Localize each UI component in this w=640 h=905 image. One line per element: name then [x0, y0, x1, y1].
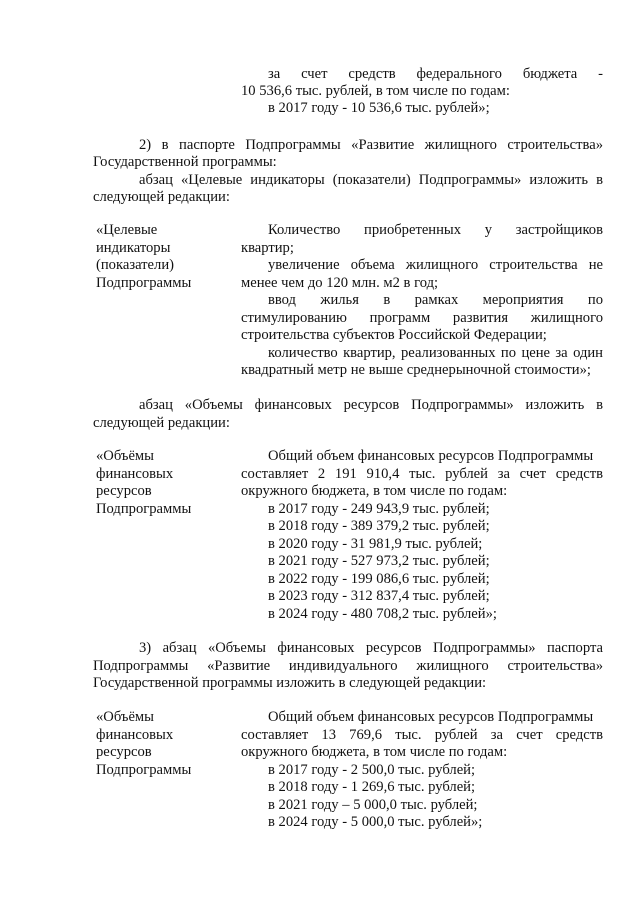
item-3-line-3: Государственной программы изложить в следующей редакции: [93, 675, 487, 691]
item-2-line-1: 2) в паспорте Подпрограммы «Развитие жилищного строительства» [139, 137, 603, 153]
funding-1-label-line-1: «Объёмы [96, 448, 154, 464]
funding-2-year-line: в 2024 году - 5 000,0 тыс. рублей»; [268, 814, 483, 830]
funding-1-year-line: в 2024 году - 480 708,2 тыс. рублей»; [268, 606, 497, 622]
indicators-label-line-1: «Целевые [96, 222, 158, 238]
indicators-value-line: Количество приобретенных у застройщиков [268, 222, 603, 238]
funding-1-label-line-4: Подпрограммы [96, 501, 192, 517]
indicators-value-line: квартир; [241, 240, 294, 256]
abzac-line-2: следующей редакции: [93, 415, 230, 431]
funding-1-label-line-2: финансовых [96, 466, 174, 482]
item-2-line-2: Государственной программы: [93, 154, 277, 170]
funding-1-year-line: в 2018 году - 389 379,2 тыс. рублей; [268, 518, 490, 534]
indicators-label-line-3: (показатели) [96, 257, 174, 273]
funding-2-value-line: составляет 13 769,6 тыс. рублей за счет средств [241, 727, 603, 743]
funding-2-year-line: в 2017 году - 2 500,0 тыс. рублей; [268, 762, 476, 778]
item-2-line-3: абзац «Целевые индикаторы (показатели) Подпрограммы» изложить в [139, 172, 603, 188]
funding-2-value-line: окружного бюджета, в том числе по годам: [241, 744, 508, 760]
funding-1-value-line: Общий объем финансовых ресурсов Подпрограммы [268, 448, 594, 464]
funding-1-year-line: в 2022 году - 199 086,6 тыс. рублей; [268, 571, 490, 587]
item-3-line-1: 3) абзац «Объемы финансовых ресурсов Подпрограммы» паспорта [139, 640, 603, 656]
funding-1-year-line: в 2021 году - 527 973,2 тыс. рублей; [268, 553, 490, 569]
indicators-value-line: увеличение объема жилищного строительства не [268, 257, 603, 273]
funding-2-label-line-4: Подпрограммы [96, 762, 192, 778]
federal-budget-2017-line: в 2017 году - 10 536,6 тыс. рублей»; [268, 100, 490, 116]
funding-1-year-line: в 2017 году - 249 943,9 тыс. рублей; [268, 501, 490, 517]
funding-1-value-line: составляет 2 191 910,4 тыс. рублей за счет средств [241, 466, 603, 482]
funding-1-year-line: в 2020 году - 31 981,9 тыс. рублей; [268, 536, 483, 552]
funding-1-label-line-3: ресурсов [96, 483, 152, 499]
indicators-value-line: стимулированию программ развития жилищного [241, 310, 603, 326]
funding-2-label-line-3: ресурсов [96, 744, 152, 760]
funding-1-year-line: в 2023 году - 312 837,4 тыс. рублей; [268, 588, 490, 604]
indicators-value-line: строительства субъектов Российской Федерации; [241, 327, 547, 343]
indicators-value-line: количество квартир, реализованных по цене за один [268, 345, 603, 361]
indicators-value-line: квадратный метр не выше среднерыночной стоимости»; [241, 362, 591, 378]
funding-2-label-line-2: финансовых [96, 727, 174, 743]
item-3-line-2: Подпрограммы «Развитие индивидуального жилищного строительства» [93, 658, 603, 674]
funding-1-value-line: окружного бюджета, в том числе по годам: [241, 483, 508, 499]
funding-2-label-line-1: «Объёмы [96, 709, 154, 725]
indicators-label-line-4: Подпрограммы [96, 275, 192, 291]
abzac-line-1: абзац «Объемы финансовых ресурсов Подпрограммы» изложить в [139, 397, 603, 413]
federal-budget-total-line: 10 536,6 тыс. рублей, в том числе по годам: [241, 83, 510, 99]
funding-2-year-line: в 2021 году – 5 000,0 тыс. рублей; [268, 797, 478, 813]
funding-2-year-line: в 2018 году - 1 269,6 тыс. рублей; [268, 779, 476, 795]
funding-2-value-line: Общий объем финансовых ресурсов Подпрограммы [268, 709, 594, 725]
item-2-line-4: следующей редакции: [93, 189, 230, 205]
federal-budget-line: за счет средств федерального бюджета - [268, 66, 603, 82]
indicators-value-line: ввод жилья в рамках мероприятия по [268, 292, 603, 308]
indicators-value-line: менее чем до 120 млн. м2 в год; [241, 275, 439, 291]
indicators-label-line-2: индикаторы [96, 240, 171, 256]
